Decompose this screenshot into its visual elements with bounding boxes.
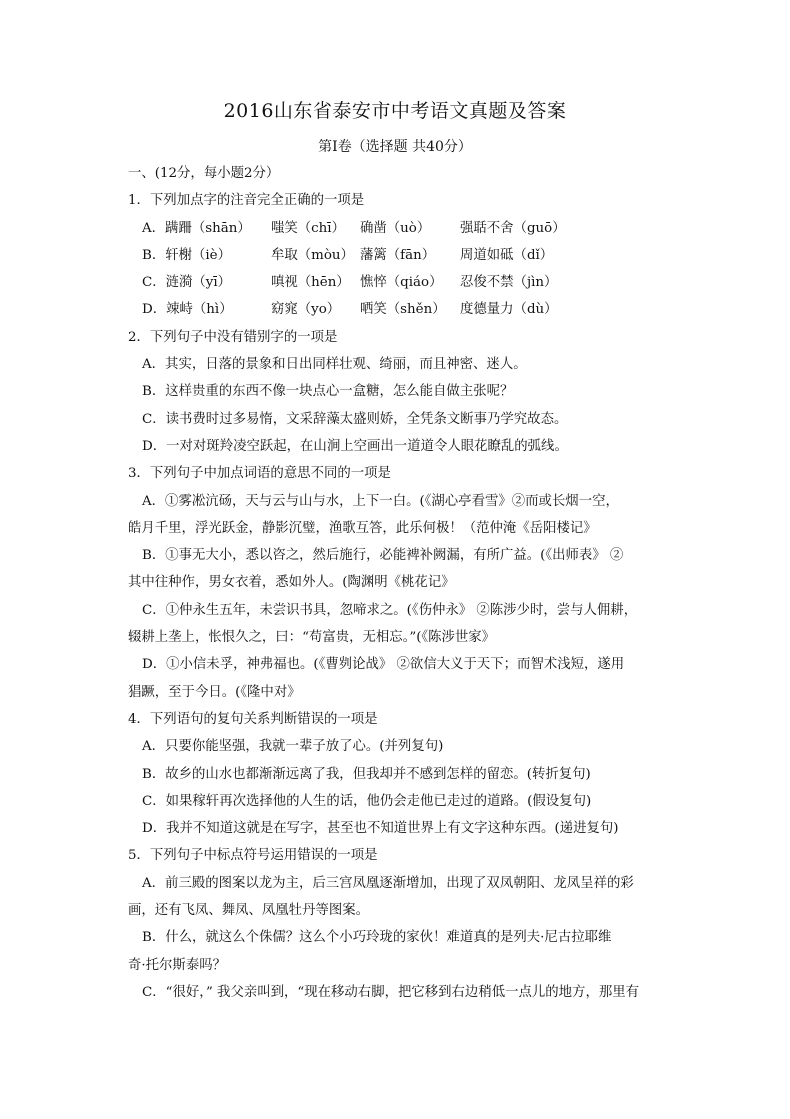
question-2-stem: 2．下列句子中没有错别字的一项是: [128, 329, 338, 345]
section-subtitle: 第Ⅰ卷（选择题 共40分）: [318, 139, 472, 155]
question-2-option-a: A．其实，日落的景象和日出同样壮观、绮丽，而且神密、迷人。: [142, 357, 527, 373]
question-3-option-c: C．①仲永生五年，未尝识书具，忽啼求之。(《伤仲永》 ②陈涉少时，尝与人佣耕，: [142, 602, 638, 618]
question-3-option-b: B．①事无大小，悉以咨之，然后施行，必能裨补阙漏，有所广益。(《出师表》 ②: [142, 548, 624, 564]
question-3-option-b-cont: 其中往种作，男女衣着，悉如外人。(陶渊明《桃花记》: [128, 575, 455, 591]
document-title: 2016山东省泰安市中考语文真题及答案: [223, 100, 567, 122]
question-5-stem: 5．下列句子中标点符号运用错误的一项是: [128, 848, 378, 864]
question-3-option-c-cont: 辍耕上垄上，怅恨久之，曰：“苟富贵，无相忘。”(《陈涉世家》: [128, 630, 496, 646]
question-5-option-a-cont: 画，还有飞凤、舞凤、凤凰牡丹等图案。: [128, 903, 370, 919]
question-5-option-a: A．前三殿的图案以龙为主，后三宫凤凰逐渐增加，出现了双凤朝阳、龙凤呈祥的彩: [142, 875, 634, 891]
question-3-option-d: D．①小信未孚，神弗福也。(《曹刿论战》 ②欲信大义于天下；而智术浅短，遂用: [142, 657, 625, 673]
question-5-option-b: B．什么，就这么个侏儒？这么个小巧玲珑的家伙！难道真的是列夫·尼古拉耶维: [142, 930, 612, 946]
question-4-stem: 4．下列语句的复句关系判断错误的一项是: [128, 711, 378, 727]
question-2-option-d: D．一对对斑羚凌空跃起，在山涧上空画出一道道令人眼花瞭乱的弧线。: [142, 438, 568, 454]
question-3-option-a-cont: 皓月千里，浮光跃金，静影沉璧，渔歌互答，此乐何极！（范仲淹《岳阳楼记》: [128, 520, 597, 536]
question-3-option-a: A．①雾凇沆砀，天与云与山与水，上下一白。(《湖心亭看雪》②而或长烟一空，: [142, 493, 619, 509]
question-3-option-d-cont: 猖蹶，至于今日。(《隆中对》: [128, 684, 301, 700]
question-2-option-c: C．读书费时过多易惰，文采辞藻太盛则娇，全凭条文断事乃学究故态。: [142, 411, 568, 427]
question-4-option-c: C．如果稼轩再次选择他的人生的话，他仍会走他已走过的道路。(假设复句): [142, 793, 592, 809]
question-4-option-a: A．只要你能坚强，我就一辈子放了心。(并列复句): [142, 739, 444, 755]
section-heading: 一、(12分，每小题2分）: [128, 166, 280, 181]
question-2-option-b: B．这样贵重的东西不像一块点心一盒糖，怎么能自做主张呢？: [142, 384, 514, 400]
question-1-option-c: C．涟漪（yī） 嗔视（hēn） 憔悴（qiáo） 忍俊不禁（jìn）: [142, 275, 558, 291]
question-5-option-b-cont: 奇·托尔斯泰吗？: [128, 957, 226, 973]
question-3-stem: 3．下列句子中加点词语的意思不同的一项是: [128, 466, 391, 482]
document-body: [128, 160, 668, 1006]
question-1-option-d: D．竦峙（hì） 窈窕（yo） 哂笑（shěn） 度德量力（dù）: [142, 302, 558, 318]
question-4-option-b: B．故乡的山水也都渐渐远离了我，但我却并不感到怎样的留恋。(转折复句): [142, 766, 591, 782]
question-1-option-a: A．蹒跚（shān） 嗤笑（chī） 确凿（uò） 强聒不舍（guō）: [142, 220, 566, 236]
question-4-option-d: D．我并不知道这就是在写字，甚至也不知道世界上有文字这种东西。(递进复句): [142, 821, 619, 837]
question-1-option-b: B．轩榭（iè） 牟取（mòu） 藩篱（fān） 周道如砥（dǐ）: [142, 247, 554, 263]
question-1-stem: 1．下列加点字的注音完全正确的一项是: [128, 193, 365, 209]
question-5-option-c: C．“很好，” 我父亲叫到，“现在移动右脚，把它移到右边稍低一点儿的地方，那里有: [142, 984, 640, 1000]
